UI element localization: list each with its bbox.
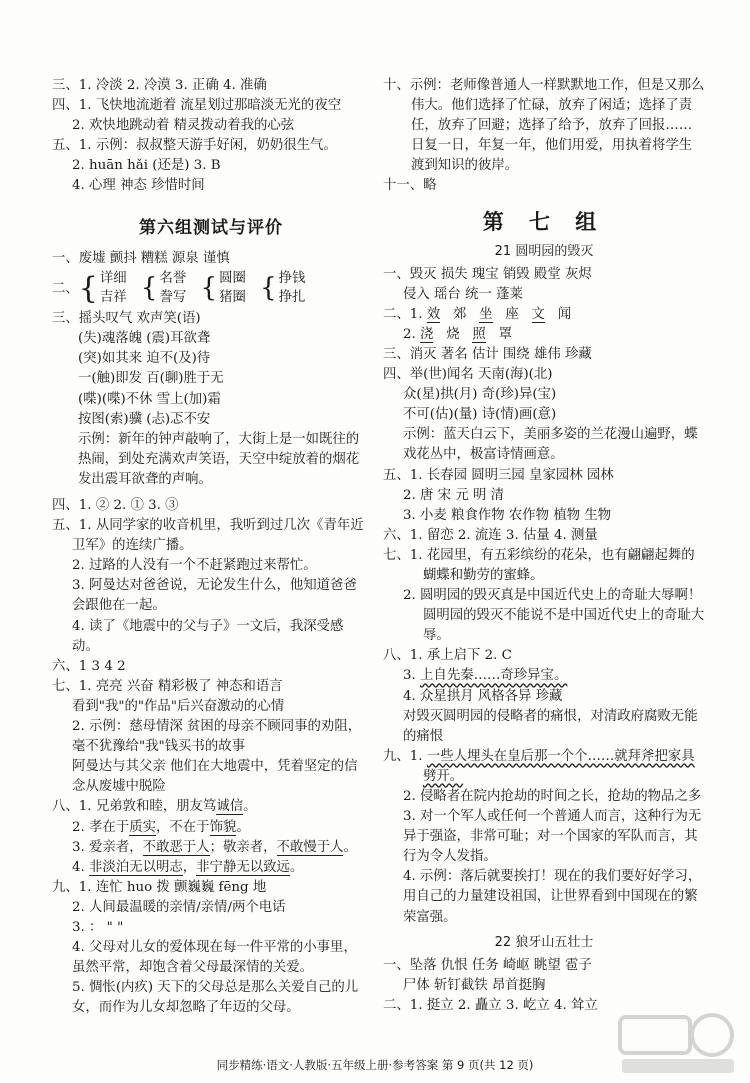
answer-line: 二、1. 效 郊 坐 座 文 闻 bbox=[383, 306, 572, 322]
underlined-answer: 质实 bbox=[129, 819, 156, 835]
answer-line: 六、1 3 4 2 bbox=[52, 658, 126, 674]
answer-paragraph: 七、1. 花园里，有五彩缤纷的花朵，也有翩翩起舞的蝴蝶和勤劳的蜜蜂。 bbox=[383, 547, 695, 583]
underlined-answer: 饰貌 bbox=[209, 819, 237, 835]
page-footer: 同步精练·语文·人教版·五年级上册·参考答案 第 9 页(共 12 页) bbox=[216, 1058, 534, 1072]
answer-line: 二、1. 挺立 2. 矗立 3. 屹立 4. 耸立 bbox=[383, 997, 598, 1013]
section-heading-group7: 第 七 组 bbox=[482, 209, 606, 234]
char-pairs-row bbox=[52, 269, 370, 310]
answer-paragraph: 对毁灭圆明园的侵略者的痛恨，对清政府腐败无能的痛恨 bbox=[403, 708, 698, 744]
answer-line: 三、消灭 著名 估计 围绕 雄伟 珍藏 bbox=[383, 346, 592, 362]
word-pair: 圆圈 猪圈 bbox=[219, 271, 246, 306]
answer-line: (喋)(喋)不休 雪上(加)霜 bbox=[78, 391, 221, 407]
right-column bbox=[383, 76, 705, 1016]
answer-line: 一、毁灭 损失 瑰宝 销毁 殿堂 灰烬 bbox=[383, 266, 592, 282]
underlined-answer: 浇 bbox=[420, 326, 434, 342]
answer-line: 3. ： " " bbox=[72, 919, 124, 935]
answer-line: 2. 孝在于质实，不在于饰貌。 bbox=[72, 819, 250, 835]
brace-icon: { bbox=[200, 273, 218, 304]
answer-paragraph: 2. 过路的人没有一个不赶紧跑过来帮忙。 bbox=[72, 558, 317, 574]
answer-line: 3. 上自先秦……奇珍异宝。 bbox=[403, 668, 568, 684]
answer-line: 看到"我"的"作品"后兴奋激动的心情 bbox=[72, 698, 285, 714]
underlined-answer: 坐 bbox=[479, 306, 493, 322]
watermark-logo bbox=[612, 1007, 740, 1079]
brace-icon: { bbox=[140, 273, 158, 304]
answer-line: 三、摇头叹气 欢声笑(语) bbox=[52, 311, 201, 327]
answer-line: 一、废墟 颤抖 糟糕 源泉 谨慎 bbox=[52, 250, 230, 266]
section-number: 二、 bbox=[52, 281, 79, 297]
brace-icon: { bbox=[260, 273, 277, 304]
section-heading-group6: 第六组测试与评价 bbox=[139, 217, 283, 238]
underlined-answer: 效 bbox=[426, 306, 441, 322]
answer-paragraph: 2. 示例：慈母情深 贫困的母亲不顾同事的劝阻，毫不犹豫给"我"钱买书的故事 bbox=[72, 719, 362, 755]
answer-paragraph: 示例：新年的钟声敲响了，大街上是一如既往的热闹，到处充满欢声笑语，天空中绽放着的烟花发出震耳欲聋的声响。 bbox=[78, 431, 360, 487]
answer-line: 三、1. 冷淡 2. 冷漠 3. 正确 4. 准确 bbox=[52, 78, 267, 93]
underlined-answer: 非宁静无以致远 bbox=[196, 859, 290, 875]
answer-paragraph: 十、示例：老师像普通人一样默默地工作，但是又那么伟大。他们选择了忙碌，放弃了闲适；选择了责任，放弃了回避；选择了给予，放弃了回报……日复一日，年复一年，他们用爱，用执着将学生渡到知识的彼岸。 bbox=[383, 78, 705, 174]
answer-paragraph: 示例：蓝天白云下，美丽多姿的兰花漫山遍野，蝶戏花丛中，极富诗情画意。 bbox=[403, 427, 698, 463]
answer-line: 2. 浇 烧 照 罩 bbox=[403, 326, 512, 342]
answer-line: 3. 爱亲者，不敢恶于人；敬亲者，不敢慢于人。 bbox=[72, 839, 357, 855]
answer-paragraph: 4. 示例：落后就要挨打！现在的我们要好好学习，用自己的力量建设祖国，让世界看到中国现在的繁荣富强。 bbox=[403, 869, 702, 925]
answer-line: 2. 欢快地跳动着 精灵拨动着我的心弦 bbox=[72, 118, 295, 134]
underlined-answer: 文 bbox=[531, 306, 545, 322]
answer-line: 4. 心理 神态 珍惜时间 bbox=[72, 178, 205, 194]
answer-line: 八、1. 承上启下 2. C bbox=[383, 648, 512, 664]
underlined-answer: 不敢恶于人 bbox=[142, 839, 210, 855]
brace-icon: { bbox=[78, 270, 98, 306]
answer-line: 3. 小麦 粮食作物 农作物 植物 生物 bbox=[403, 507, 612, 523]
underlined-answer: 照 bbox=[472, 326, 486, 342]
answer-line: 按图(索)骥 (忐)忑不安 bbox=[78, 411, 211, 427]
word-pair: 名誉 誊写 bbox=[159, 271, 187, 306]
answer-line: 四、1. ② 2. ① 3. ③ bbox=[52, 498, 179, 513]
answer-line: 九、1. 连忙 huo 拨 颤巍巍 fēng 地 bbox=[52, 879, 267, 895]
wavy-underlined-answer: 上自先秦……奇珍异宝。 bbox=[420, 668, 568, 684]
answer-paragraph: 3. 阿曼达对爸爸说，无论发生什么，他知道爸爸会跟他在一起。 bbox=[72, 578, 357, 614]
answer-line: 五、1. 长春园 圆明三园 皇家园林 园林 bbox=[383, 467, 614, 483]
answer-line: 尸体 斩钉截铁 昂首挺胸 bbox=[403, 977, 546, 993]
answer-line: 4. 众星拱月 风格各异 珍藏 bbox=[403, 688, 563, 704]
lesson-title: 21 圆明园的毁灭 bbox=[494, 243, 594, 259]
answer-line: 八、1. 兄弟敦和睦，朋友笃诚信。 bbox=[52, 799, 257, 815]
answer-paragraph: 圆明园的毁灭不能说不是中国近代史上的奇耻大辱。 bbox=[423, 608, 705, 644]
answer-line: 众(星)拱(月) 奇(珍)异(宝) bbox=[403, 387, 557, 403]
answer-line: 五、1. 示例：叔叔整天游手好闲，奶奶很生气。 bbox=[52, 138, 337, 154]
answer-line: 不可(估)(量) 诗(情)画(意) bbox=[403, 407, 557, 423]
answer-paragraph: 九、1. 一些人埋头在皇后那一个个……就拜斧把家具劈开。 bbox=[383, 748, 695, 784]
answer-line: 一(触)即发 百(聊)胜于无 bbox=[78, 371, 224, 387]
lesson-title: 22 狼牙山五壮士 bbox=[494, 934, 594, 950]
answer-paragraph: 2. 圆明园的毁灭真是中国近代史上的奇耻大辱啊！ bbox=[403, 588, 702, 604]
answer-line: (失)魂落魄 (震)耳欲聋 bbox=[78, 331, 211, 347]
answer-line: 2. huān hǎi (还是) 3. B bbox=[72, 158, 221, 174]
answer-paragraph: 五、1. 从同学家的收音机里，我听到过几次《青年近卫军》的连续广播。 bbox=[52, 518, 364, 554]
pair-group bbox=[100, 269, 316, 309]
answer-line: 2. 唐 宋 元 明 清 bbox=[403, 487, 505, 503]
answer-line: 七、1. 亮亮 兴奋 精彩极了 神态和语言 bbox=[52, 678, 283, 694]
answer-paragraph: 4. 读了《地震中的父与子》一文后，我深受感动。 bbox=[72, 618, 344, 654]
underlined-answer: 诚信 bbox=[216, 799, 244, 815]
answer-line: 四、举(世)闻名 天南(海)(北) bbox=[383, 367, 553, 383]
answer-line: 4. 非淡泊无以明志，非宁静无以致远。 bbox=[72, 859, 304, 875]
answer-paragraph: 阿曼达与其父亲 他们在大地震中，凭着坚定的信念从废墟中脱险 bbox=[72, 759, 358, 795]
answer-paragraph: 3. 对一个军人或任何一个普通人而言，这种行为无异于强盗，非常可耻；对一个国家的军队而言，其行为令人发指。 bbox=[403, 809, 702, 865]
answer-line: (突)如其来 迫不(及)待 bbox=[78, 351, 211, 367]
answer-line: 一、坠落 仇恨 任务 崎岖 眺望 雹子 bbox=[383, 957, 592, 973]
answer-line: 侵入 瑶台 统一 蓬莱 bbox=[403, 286, 523, 302]
answer-line: 十一、略 bbox=[383, 178, 437, 194]
answer-paragraph: 4. 父母对儿女的爱体现在每一件平常的小事里，虽然平常，却饱含着父母最深情的关爱。 bbox=[72, 940, 357, 976]
wavy-underlined-answer: 一些人埋头在皇后那一个个……就拜斧把家具劈开。 bbox=[423, 748, 695, 784]
answer-line: 四、1. 飞快地流逝着 流星划过那暗淡无光的夜空 bbox=[52, 98, 342, 114]
word-pair: 挣钱 挣扎 bbox=[278, 271, 306, 306]
underlined-answer: 不敢慢于人 bbox=[276, 839, 344, 855]
answer-paragraph: 5. 惆怅(内疚) 天下的父母总是那么关爱自己的儿女，而作为儿女却忽略了年迈的父母。 bbox=[72, 980, 359, 1016]
left-column bbox=[52, 76, 370, 1018]
answer-line: 六、1. 留恋 2. 流连 3. 估量 4. 测量 bbox=[383, 527, 598, 543]
underlined-answer: 非淡泊无以明志 bbox=[89, 859, 183, 875]
answer-paragraph: 2. 侵略者在院内抢劫的时间之长，抢劫的物品之多 bbox=[403, 789, 702, 804]
answer-line: 2. 人间最温暖的亲情/亲情/两个电话 bbox=[72, 899, 286, 915]
word-pair: 详细 吉祥 bbox=[99, 271, 127, 306]
